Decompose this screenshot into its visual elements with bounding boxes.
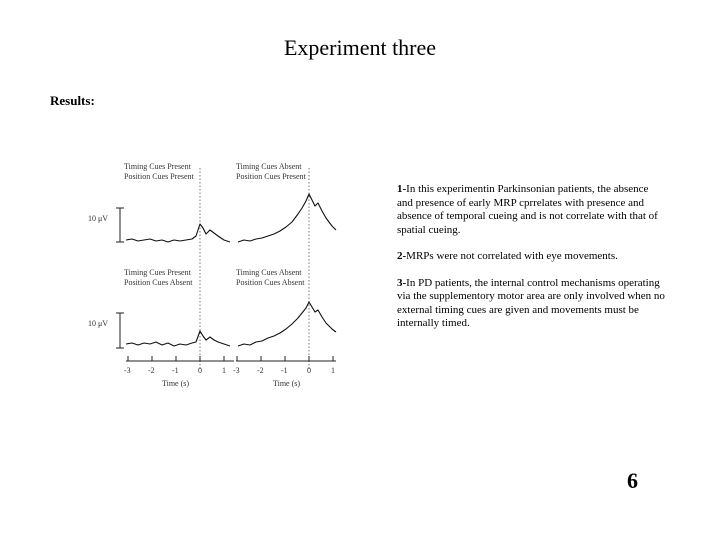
panel-label-1-line2: Position Cues Present — [124, 172, 194, 181]
mrp-figure — [86, 156, 356, 396]
panel-label-1 — [124, 162, 194, 182]
scale-label-bottom: 10 μV — [88, 319, 109, 328]
waveform-timing-absent-position-absent — [238, 302, 336, 346]
panel-label-4 — [236, 268, 304, 288]
findings-list — [397, 183, 667, 344]
panel-label-2-line1: Timing Cues Absent — [236, 162, 302, 171]
finding-item — [397, 183, 667, 237]
tick-label: -1 — [172, 366, 179, 375]
tick-label: -3 — [233, 366, 240, 375]
finding-item — [397, 250, 667, 264]
finding-text: In PD patients, the internal control mechanisms operating via the supplementory motor area are only involved when no external timing cues are given and movements must be internally timed. — [397, 276, 665, 329]
panel-label-1-line1: Timing Cues Present — [124, 162, 191, 171]
finding-number: 2- — [397, 250, 407, 262]
results-label: Results: — [50, 93, 95, 108]
x-axis-label-right: Time (s) — [273, 379, 301, 388]
panel-label-3 — [124, 268, 192, 288]
tick-label: -1 — [281, 366, 288, 375]
panel-label-4-line2: Position Cues Absent — [236, 278, 305, 287]
tick-label: 1 — [331, 366, 335, 375]
panel-label-2 — [236, 162, 306, 182]
slide-title: Experiment three — [283, 35, 437, 60]
waveform-timing-present-position-absent — [126, 331, 230, 346]
tick-label: 0 — [198, 366, 202, 375]
waveform-timing-present-position-present — [126, 224, 230, 242]
scale-label-top: 10 μV — [88, 214, 109, 223]
tick-label: 0 — [307, 366, 311, 375]
tick-label: -2 — [148, 366, 155, 375]
finding-item — [397, 277, 667, 331]
panel-label-3-line2: Position Cues Absent — [124, 278, 193, 287]
finding-text: MRPs were not correlated with eye movements. — [406, 250, 618, 262]
tick-label: -3 — [124, 366, 131, 375]
panel-label-2-line2: Position Cues Present — [236, 172, 306, 181]
tick-label: 1 — [222, 366, 226, 375]
x-axis-label-left: Time (s) — [162, 379, 190, 388]
waveform-timing-absent-position-present — [238, 194, 336, 242]
finding-number: 3- — [397, 276, 407, 289]
finding-number: 1- — [397, 183, 407, 195]
finding-text: In this experimentin Parkinsonian patients, the absence and presence of early MRP cprrelates with presence and absence of temporal cueing and is not correlate with that of spatial cueing. — [397, 183, 658, 236]
tick-label: -2 — [257, 366, 264, 375]
panel-label-3-line1: Timing Cues Present — [124, 268, 191, 277]
page-number: 6 — [627, 468, 638, 493]
panel-label-4-line1: Timing Cues Absent — [236, 268, 302, 277]
